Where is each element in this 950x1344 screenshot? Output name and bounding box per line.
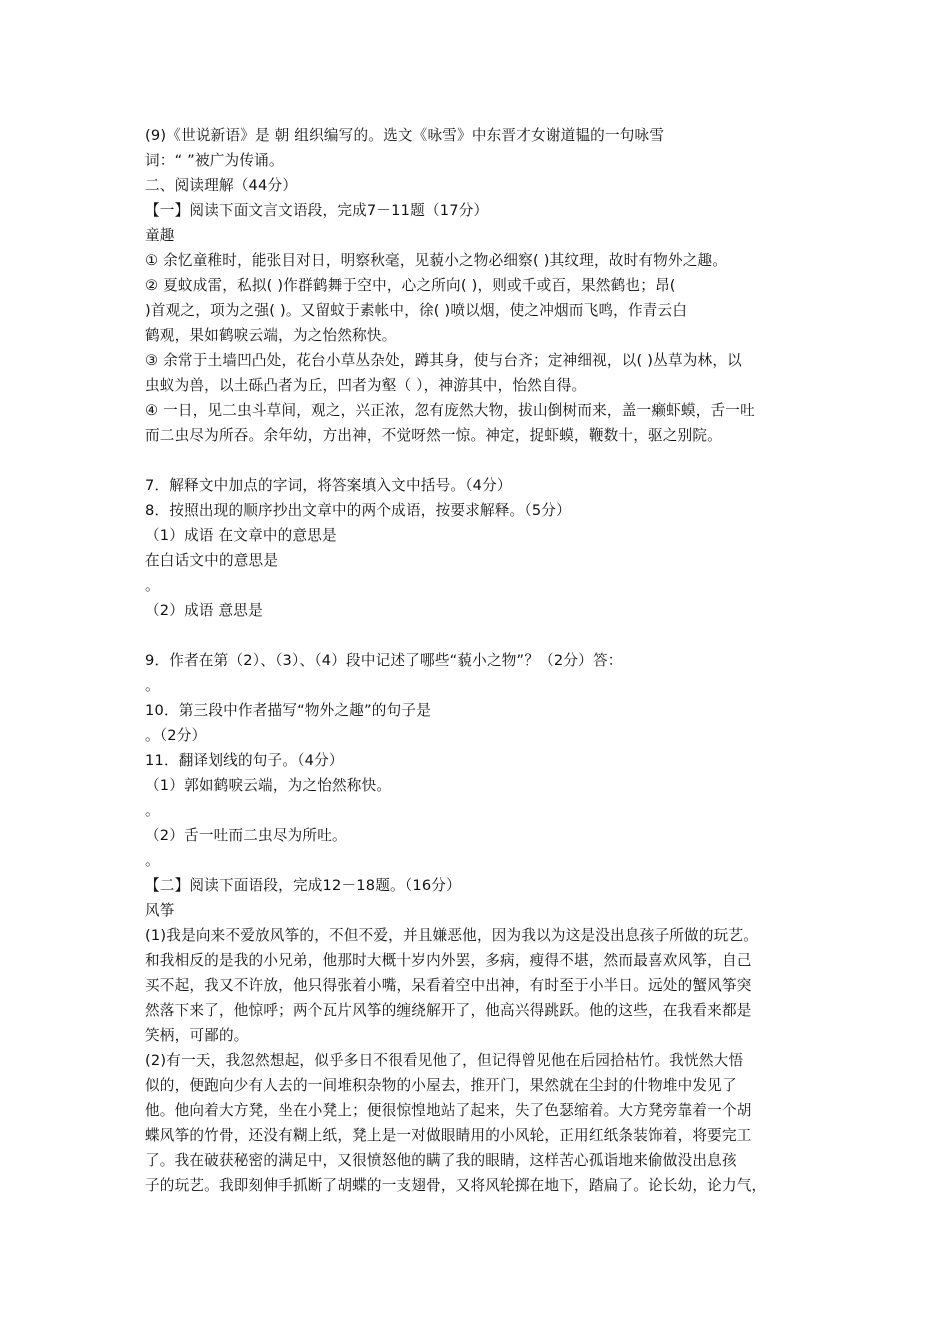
part-2-heading: 【二】阅读下面语段，完成12－18题。（16分）: [145, 877, 461, 894]
passage-1-para-2-line-1: ② 夏蚊成雷，私拟( )作群鹤舞于空中，心之所向( )，则或千或百，果然鹤也；昂(: [145, 277, 676, 294]
passage-1-para-3-line-1: ③ 余常于土墙凹凸处，花台小草丛杂处，蹲其身，使与台齐；定神细视，以( )丛草为林，以: [145, 352, 742, 369]
passage-1-para-4-line-1: ④ 一日，见二虫斗草间，观之，兴正浓，忽有庞然大物，拔山倒树而来，盖一癞虾蟆，舌一吐: [145, 402, 755, 419]
passage-2-para-2-line-4: 蝶风筝的竹骨，还没有糊上纸，凳上是一对做眼睛用的小风轮，正用红纸条装饰着，将要完工: [145, 1127, 752, 1144]
passage-1-para-3-line-2: 虫蚁为兽，以土砾凸者为丘，凹者为壑（ ），神游其中，怡然自得。: [145, 377, 587, 394]
passage-2-para-2-line-5: 了。我在破获秘密的满足中，又很愤怒他的瞒了我的眼睛，这样苦心孤诣地来偷做没出息孩: [145, 1152, 737, 1169]
question-9-line-2: 词：“ ”被广为传诵。: [145, 152, 284, 169]
passage-1-para-1: ① 余忆童稚时，能张目对日，明察秋毫，见藐小之物必细察( )其纹理，故时有物外之趣。: [145, 252, 728, 269]
passage-2-para-2-line-2: 似的，便跑向少有人去的一间堆积杂物的小屋去，推开门，果然就在尘封的什物堆中发见了: [145, 1077, 737, 1094]
passage-2-para-1-line-1: (1)我是向来不爱放风筝的，不但不爱，并且嫌恶他，因为我以为这是没出息孩子所做的玩艺。: [145, 927, 759, 944]
question-11: 11．翻译划线的句子。（4分）: [145, 752, 344, 769]
passage-2-para-1-line-2: 和我相反的是我的小兄弟，他那时大概十岁内外罢，多病，瘦得不堪，然而最喜欢风筝，自己: [145, 952, 752, 969]
passage-2-title: 风筝: [145, 902, 175, 919]
passage-1-para-4-line-2: 而二虫尽为所吞。余年幼，方出神，不觉呀然一惊。神定，捉虾蟆，鞭数十，驱之别院。: [145, 427, 722, 444]
section-2-heading: 二、阅读理解（44分）: [145, 177, 298, 194]
question-7: 7．解释文中加点的字词，将答案填入文中括号。（4分）: [145, 477, 512, 494]
question-11-part-2: （2）舌一吐而二虫尽为所吐。: [145, 827, 347, 844]
passage-2-para-2-line-3: 他。他向着大方凳，坐在小凳上；便很惊惶地站了起来，失了色瑟缩着。大方凳旁靠着一个胡: [145, 1102, 752, 1119]
question-9: 9．作者在第（2）、（3）、（4）段中记述了哪些“藐小之物”？（2分）答：: [145, 652, 623, 669]
question-10-answer-end: 。（2分）: [145, 727, 207, 744]
question-11-part-1-answer: 。: [145, 802, 160, 819]
question-8-part-1-end: 。: [145, 577, 160, 594]
passage-2-para-1-line-4: 然落下来了，他惊呼；两个瓦片风筝的缠绕解开了，他高兴得跳跃。他的这些，在我看来都是: [145, 1002, 752, 1019]
part-1-heading: 【一】阅读下面文言文语段，完成7－11题（17分）: [145, 202, 489, 219]
passage-2-para-1-line-5: 笑柄，可鄙的。: [145, 1027, 249, 1044]
passage-1-title: 童趣: [145, 227, 175, 244]
question-8-part-1-cont: 在白话文中的意思是: [145, 552, 279, 569]
passage-1-para-2-line-3: 鹤观，果如鹤唳云端，为之怡然称快。: [145, 327, 397, 344]
passage-1-para-2-line-2: )首观之，项为之强( )。又留蚊于素帐中，徐( )喷以烟，使之冲烟而飞鸣，作青云白: [145, 302, 688, 319]
question-8-part-1: （1）成语 在文章中的意思是: [145, 527, 337, 544]
question-11-part-1: （1）郭如鹤唳云端，为之怡然称快。: [145, 777, 392, 794]
passage-2-para-1-line-3: 买不起，我又不许放，他只得张着小嘴，呆看着空中出神，有时至于小半日。远处的蟹风筝突: [145, 977, 752, 994]
question-8-part-2: （2）成语 意思是: [145, 602, 263, 619]
passage-2-para-2-line-1: (2)有一天，我忽然想起，似乎多日不很看见他了，但记得曾见他在后园拾枯竹。我恍然大悟: [145, 1052, 744, 1069]
question-9-line-1: (9)《世说新语》是 朝 组织编写的。选文《咏雪》中东晋才女谢道韫的一句咏雪: [145, 127, 665, 144]
question-8: 8．按照出现的顺序抄出文章中的两个成语，按要求解释。（5分）: [145, 502, 571, 519]
question-11-part-2-answer: 。: [145, 852, 160, 869]
question-9-answer-end: 。: [145, 677, 160, 694]
question-10: 10．第三段中作者描写“物外之趣”的句子是: [145, 702, 431, 719]
passage-2-para-2-line-6: 子的玩艺。我即刻伸手抓断了胡蝶的一支翅骨，又将风轮掷在地下，踏扁了。论长幼，论力气，: [145, 1177, 767, 1194]
